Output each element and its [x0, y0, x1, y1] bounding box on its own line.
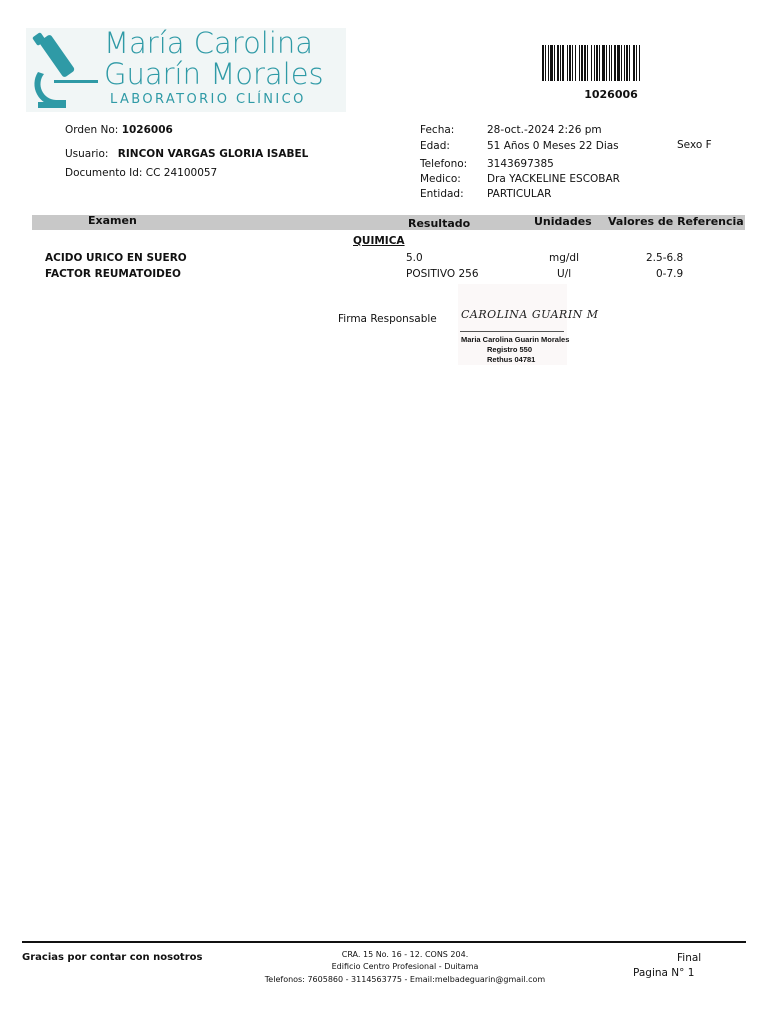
handwritten-signature: CAROLINA GUARIN M	[461, 308, 599, 321]
telefono-value: 3143697385	[487, 158, 554, 170]
header-referencia: Valores de Referencia	[608, 215, 744, 228]
entidad-label: Entidad:	[420, 188, 464, 200]
lab-logo	[26, 28, 346, 112]
usuario-row	[65, 148, 308, 160]
signature-block	[458, 284, 599, 365]
telefono-label: Telefono:	[420, 158, 468, 170]
row-referencia: 2.5-6.8	[646, 252, 684, 264]
row-examen: ACIDO URICO EN SUERO	[45, 252, 187, 264]
row-resultado: 5.0	[406, 252, 423, 264]
firma-label: Firma Responsable	[338, 313, 437, 325]
orden-row	[65, 124, 173, 136]
barcode-number: 1026006	[584, 88, 638, 101]
microscope-icon	[30, 32, 100, 110]
signature-registro: Registro 550	[487, 345, 533, 354]
medico-value: Dra YACKELINE ESCOBAR	[487, 173, 620, 185]
header-unidades: Unidades	[534, 215, 592, 228]
edad-value: 51 Años 0 Meses 22 Dias	[487, 140, 619, 152]
row-resultado: POSITIVO 256	[406, 268, 479, 280]
row-unidades: mg/dl	[549, 252, 580, 264]
logo-name-line2: Guarín Morales	[104, 57, 324, 91]
footer-divider	[22, 941, 746, 943]
usuario-label: Usuario:	[65, 148, 109, 160]
row-examen: FACTOR REUMATOIDEO	[45, 268, 181, 280]
barcode	[542, 45, 680, 81]
footer-address-2: Edificio Centro Profesional - Duitama	[331, 962, 479, 971]
signature-name: Maria Carolina Guarin Morales	[461, 335, 570, 344]
footer-contact: Telefonos: 7605860 - 3114563775 - Email:melbadeguarin@gmail.com	[264, 975, 546, 984]
page-number: Pagina N° 1	[633, 967, 695, 979]
fecha-value: 28-oct.-2024 2:26 pm	[487, 124, 602, 136]
signature-rethus: Rethus 04781	[487, 355, 536, 364]
medico-label: Medico:	[420, 173, 461, 185]
orden-value: 1026006	[121, 124, 173, 136]
edad-label: Edad:	[420, 140, 450, 152]
footer-address-1: CRA. 15 No. 16 - 12. CONS 204.	[341, 950, 469, 959]
row-referencia: 0-7.9	[656, 268, 684, 280]
logo-subtitle: LABORATORIO CLÍNICO	[110, 92, 306, 107]
entidad-value: PARTICULAR	[487, 188, 552, 200]
sexo: Sexo F	[677, 139, 712, 151]
usuario-value: RINCON VARGAS GLORIA ISABEL	[117, 148, 309, 160]
fecha-label: Fecha:	[420, 124, 455, 136]
logo-name-line1: María Carolina	[104, 26, 314, 60]
section-title: QUIMICA	[353, 235, 405, 247]
footer-thanks: Gracias por contar con nosotros	[22, 952, 203, 963]
report-status: Final	[677, 952, 702, 964]
documento-id: Documento Id: CC 24100057	[65, 167, 218, 179]
signature-line	[460, 331, 564, 332]
header-resultado: Resultado	[408, 217, 471, 230]
row-unidades: U/l	[557, 268, 572, 280]
header-examen: Examen	[88, 214, 137, 227]
orden-label: Orden No:	[65, 124, 119, 136]
